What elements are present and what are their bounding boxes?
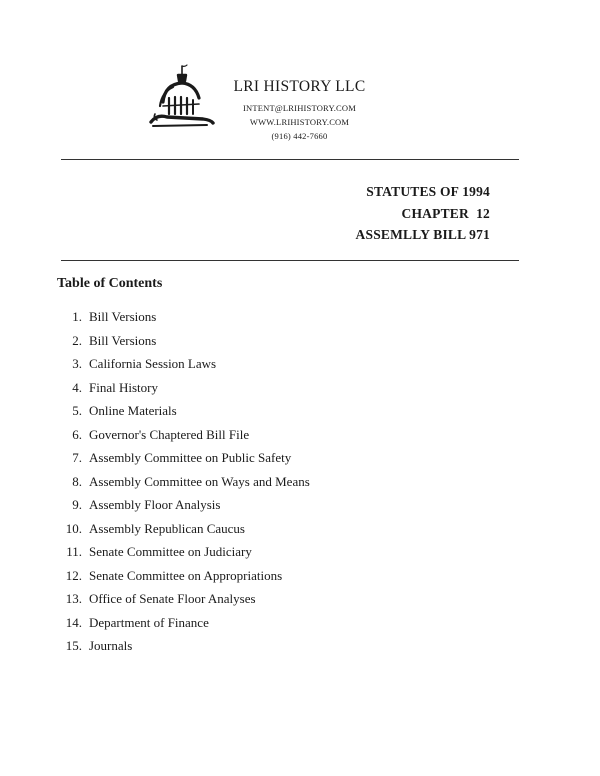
toc-item — [58, 423, 310, 447]
toc-item-number: 7. — [72, 450, 82, 465]
toc-item-label: Final History — [89, 379, 158, 395]
company-email: INTENT@LRIHISTORY.COM — [242, 103, 356, 113]
bottom-divider — [61, 260, 519, 261]
statutes-line: STATUTES OF 1994 — [366, 184, 490, 199]
chapter-line: CHAPTER 12 — [401, 205, 490, 221]
bill-line: ASSEMLLY BILL 971 — [355, 227, 490, 242]
toc-item — [58, 470, 310, 494]
toc-item-label: Bill Versions — [89, 309, 157, 324]
toc-item — [58, 564, 310, 588]
toc-item — [58, 634, 310, 658]
toc-item-label: Senate Committee on Appropriations — [89, 567, 283, 583]
toc-item-number: 2. — [72, 332, 82, 348]
toc-item-number: 5. — [72, 403, 82, 418]
toc-item-label: Assembly Committee on Public Safety — [89, 450, 292, 465]
company-block — [222, 78, 377, 143]
toc-item — [58, 517, 310, 541]
toc-item — [58, 399, 310, 423]
toc-item-label: Department of Finance — [89, 614, 209, 630]
toc-item-label: Governor's Chaptered Bill File — [89, 426, 250, 442]
toc-item-number: 4. — [72, 379, 82, 395]
toc-item-number: 15. — [65, 638, 82, 653]
toc-item — [58, 329, 310, 353]
toc-item — [58, 305, 310, 329]
toc-item-number: 8. — [72, 473, 82, 489]
toc-item — [58, 493, 310, 517]
toc-item-number: 13. — [65, 591, 82, 606]
capitol-dome-icon — [143, 62, 215, 140]
company-phone: (916) 442-7660 — [271, 131, 328, 141]
toc-item-number: 11. — [66, 544, 82, 559]
toc-item-number: 12. — [65, 567, 82, 583]
top-divider — [61, 159, 519, 160]
toc-heading: Table of Contents — [57, 276, 163, 291]
company-website: WWW.LRIHISTORY.COM — [249, 117, 350, 127]
toc-item — [58, 352, 310, 376]
toc-item-label: Bill Versions — [89, 332, 157, 348]
toc-item — [58, 587, 310, 611]
toc-item-label: Senate Committee on Judiciary — [89, 544, 252, 559]
toc-item — [58, 376, 310, 400]
toc-item — [58, 611, 310, 635]
statute-block — [356, 181, 490, 246]
toc-item — [58, 446, 310, 470]
company-name: LRI HISTORY LLC — [233, 78, 366, 95]
toc-item — [58, 540, 310, 564]
toc-item-label: Office of Senate Floor Analyses — [89, 591, 256, 606]
toc-item-number: 6. — [72, 426, 82, 442]
toc-item-label: Assembly Republican Caucus — [89, 520, 245, 536]
toc-item-label: California Session Laws — [89, 356, 217, 371]
toc-item-number: 14. — [65, 614, 82, 630]
toc-item-label: Online Materials — [89, 403, 177, 418]
toc-list — [58, 305, 310, 658]
toc-item-label: Journals — [89, 638, 133, 653]
toc-item-label: Assembly Floor Analysis — [89, 497, 221, 512]
toc-item-number: 1. — [72, 309, 82, 324]
toc-item-label: Assembly Committee on Ways and Means — [89, 473, 310, 489]
toc-item-number: 10. — [65, 520, 82, 536]
toc-item-number: 3. — [72, 356, 82, 371]
toc-item-number: 9. — [72, 497, 82, 512]
